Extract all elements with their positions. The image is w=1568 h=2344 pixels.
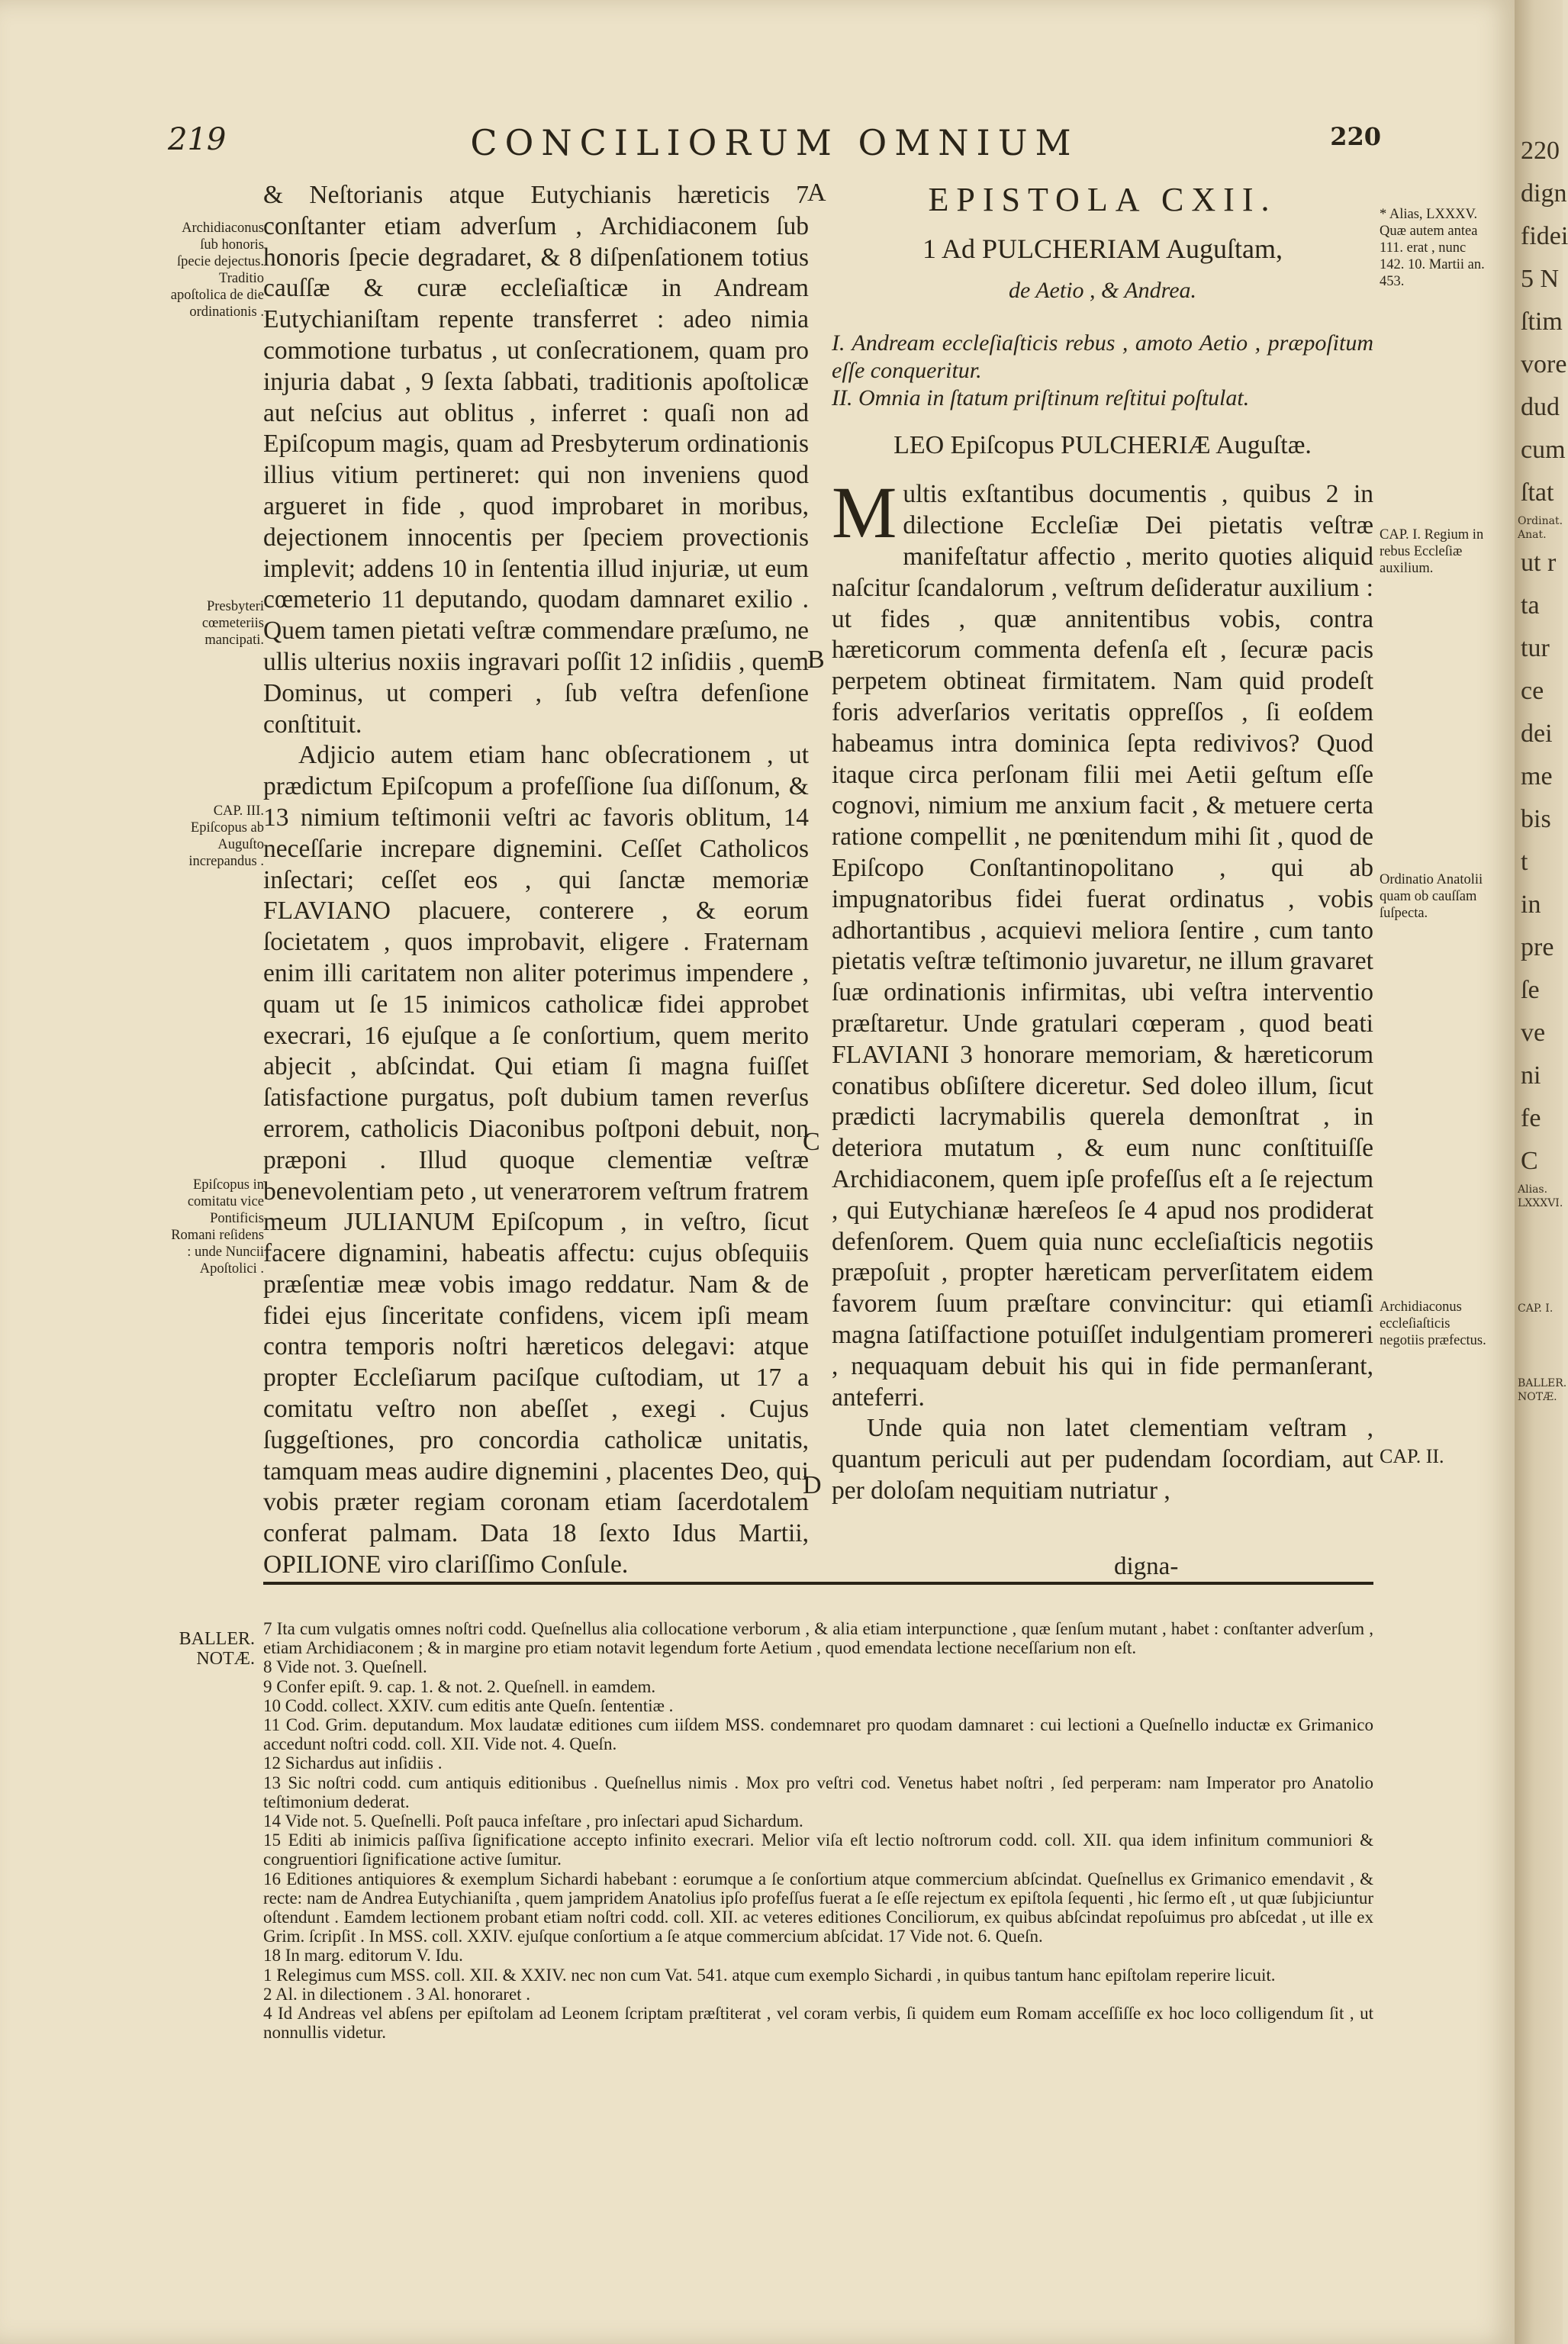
- footnote: 10 Codd. collect. XXIV. cum editis ante Queſn. ſententiæ .: [263, 1695, 674, 1715]
- summary-item-1: I. Andream eccleſiaſticis rebus , amoto Aetio , præpoſitum eſſe conqueritur.: [832, 330, 1373, 383]
- epistle-address: 1 Ad PULCHERIAM Auguſtam,: [922, 233, 1283, 264]
- footnotes: [263, 1619, 1373, 2042]
- spine-line: dign: [1521, 179, 1567, 208]
- spine-line: pre: [1521, 933, 1554, 961]
- spine-note: Ordinat. Anat.: [1518, 515, 1563, 541]
- footnote: 7 Ita cum vulgatis omnes noſtri codd. Queſnellus alia collocatione verborum , & alia etiam interpunctione , quæ ſenſum mutant , habet : conſtanter adverſum , etiam Archidiaconem ; & in margine pro etiam notavit legendum forte Aetium , quod emendata lectione neceſſarium non eſt.: [263, 1619, 1373, 1658]
- spine-line: t: [1521, 848, 1528, 876]
- spine-line: cum: [1521, 436, 1566, 464]
- spine-line: dei: [1521, 720, 1553, 748]
- spine-line: ni: [1521, 1061, 1541, 1090]
- spine-line: ta: [1521, 591, 1540, 620]
- spine-note: CAP. I.: [1518, 1302, 1554, 1315]
- right-paragraph-1-text: ultis exſtantibus documentis , quibus 2 in dilectione Eccleſiæ Dei pietatis veſtræ manifeſtatur affectio , merito quoties aliquid naſcitur ſcandalorum , veſtrum deſideratur auxilium : ut fides , quæ annitentibus vobis, contra hæreticorum commenta defenſa eſt , ſecuræ pacis perpetem obtineat firmitatem. Nam quid prodeſt foris adverſarios veritatis oppreſſos , ſi eoſdem habeamus intra dominica ſepta redivivos? Quod itaque circa perſonam filii mei Aetii geſtum eſſe cognovi, nimium me anxium facit , & metuere certa ratione compellit , ne pœnitendum mihi ſit , quod de Epiſcopo Conſtantinopolitano , qui ab impugnatoribus fidei fuerat ordinatus , vobis adhortantibus , acquievi meliora ſentire , cum tanto pietatis veſtræ teſtimonio juvaretur, ne illum gravaret ſuæ ordinationis infirmitas, ubi veſtra interventio præſtaretur. Unde gratulari cœperam , quod beati FLAVIANI 3 honorare memoriam, & hæreticorum conatibus obſiſtere diceretur. Sed doleo illum, ſicut prædicti lacrymabilis querela demonſtrat , in deteriora mutatum , & eum nunc conſtituiſſe Archidiaconem, quem ipſe profeſſus eſt a ſe rejectum , qui Eutychianæ hæreſeos ſe 4 apud nos prodiderat defenſorem. Quem quia nunc eccleſiaſticis negotiis præpoſuit , propter hæreticam perverſitatem eidem favorem ſuum præſtare convincitur: qui etiamſi magna ſatiſfactione potuiſſet indulgentiam promereri , nequaquam debuit his qui in fide permanſerant, anteferri.: [832, 480, 1373, 1412]
- left-paragraph-1: & Neſtorianis atque Eutychianis hæreticis 7 conſtanter etiam adverſum , Archidiaconem ſub honoris ſpecie degradaret, & 8 diſpenſationem totius cauſſæ & curæ eccleſiaſticæ in Andream Eutychianiſtam repente transferret : adeo nimia commotione turbatus , ut conſecrationem, quam pro injuria dabat , 9 ſexta ſabbati, traditionis apoſtolicæ aut neſcius aut oblitus , inferret : quaſi non ad Epiſcopum magis, quam ad Presbyterum ordinationis illius vitium pertineret: qui non inveniens quod argueret in fide , quod improbaret in moribus, dejectionem innocentis per ſpeciem provectionis implevit; addens 10 in ſententia illud injuriæ, ut eum cœmeterio 11 deputando, quodam damnaret exilio . Quem tamen pietati veſtræ commendare præſumo, ne ullis ulterius noxiis ingravari poſſit 12 inſidiis , quem Dominus, ut comperi , ſub veſtra defenſione conſtituit.: [263, 181, 809, 739]
- epistle-greeting: LEO Epiſcopus PULCHERIÆ Auguſtæ.: [893, 430, 1312, 459]
- footnote: 18 In marg. editorum V. Idu.: [263, 1946, 463, 1966]
- spine-line: ce: [1521, 677, 1544, 705]
- footnote: 14 Vide not. 5. Queſnelli. Poſt pauca infeſtare , pro inſectari apud Sichardum.: [263, 1811, 803, 1831]
- spine-line: 220: [1521, 137, 1560, 165]
- summary-item-2: II. Omnia in ſtatum priſtinum reſtitui poſtulat.: [832, 385, 1250, 411]
- left-margin-note-2: Presbyteri cœmeteriis mancipati.: [201, 599, 264, 648]
- right-margin-note-2: CAP. I. Regium in rebus Eccleſiæ auxilium.: [1380, 527, 1484, 576]
- left-margin-note-4: Epiſcopus in comitatu vice Pontificis Romani reſidens : unde Nuncii Apoſtolici .: [171, 1177, 264, 1277]
- spine-line: me: [1521, 762, 1553, 790]
- right-margin-note-1: * Alias, LXXXV. Quæ autem antea 111. erat , nunc 142. 10. Martii an. 453.: [1380, 207, 1485, 289]
- spine-line: ſtat: [1521, 478, 1554, 507]
- section-letter-a: A: [807, 179, 826, 207]
- footnote: 2 Al. in dilectionem . 3 Al. honoraret .: [263, 1984, 531, 2004]
- footnote: 13 Sic noſtri codd. cum antiquis editionibus . Queſnellus nimis . Mox pro veſtri cod. Venetus habet noſtri , ſed perperam: nam Imperator pro Anatolio teſtimonium dederat.: [263, 1772, 1373, 1811]
- footnote: 11 Cod. Grim. deputandum. Mox laudatæ editiones cum iiſdem MSS. condemnaret pro quodam damnaret : cui lectioni a Queſnello inductæ ex Grimanico accedunt noſtri codd. coll. XII. Vide not. 4. Queſn.: [263, 1715, 1373, 1754]
- right-paragraph-2: Unde quia non latet clementiam veſtram , quantum periculi aut per pudendam ſocordiam, aut per doloſam nequitiam nutriatur ,: [832, 1414, 1373, 1505]
- spine-line: in: [1521, 890, 1541, 919]
- epistle-subtitle: de Aetio , & Andrea.: [1008, 277, 1197, 303]
- spine-line: tur: [1521, 634, 1550, 662]
- footnote: 15 Editi ab inimicis paſſiva ſignificatione accepto infinito execrari. Melior viſa eſt lectio noſtrorum codd. coll. XII. qua idem infinitum communiori & congruentiori ſignificatione active ſumitur.: [263, 1830, 1373, 1869]
- right-margin-note-3: Ordinatio Anatolii quam ob cauſſam ſuſpecta.: [1380, 872, 1483, 921]
- right-text-column: [832, 180, 1373, 1507]
- spine-line: fe: [1521, 1104, 1541, 1132]
- notes-label: BALLER. NOTÆ.: [179, 1629, 255, 1669]
- spine-note: BALLER. NOTÆ.: [1518, 1377, 1567, 1403]
- section-letter-b: B: [807, 646, 825, 674]
- section-letter-d: D: [803, 1471, 822, 1499]
- spine-line: ſe: [1521, 976, 1540, 1004]
- spine-line: C: [1521, 1147, 1538, 1175]
- page-header: [168, 122, 1381, 168]
- footnote-divider: [263, 1582, 1373, 1585]
- catchword: digna-: [1114, 1553, 1179, 1580]
- footnote: 16 Editiones antiquiores & exemplum Sichardi habebant : eorumque a ſe conſortium atque commercium abſcindat. Queſnellus ex Grimanico emendavit , & recte: nam de Andrea Eutychianiſta , quem jampridem Anatolius ipſo profeſſus fuerat a ſe eſſe rejectum ex epiſtola ſequenti , hic ſermo eſt , ut quæ ſubjiciuntur oſtendunt . Eamdem lectionem probant etiam noſtri codd. coll. XII. ac veteres editiones Conciliorum, ex quibus abſcindat repoſuimus pro abſcedat , ut ille ex Grim. ſcripſit . In MSS. coll. XXIV. ejuſque conſortium a ſe atque commercium abſcidat. 17 Vide not. 6. Queſn.: [263, 1869, 1373, 1946]
- right-paragraph-1: [832, 472, 1373, 1413]
- running-title: CONCILIORUM OMNIUM: [470, 122, 1079, 163]
- page-number-left: 219: [168, 122, 227, 157]
- footnote: 9 Confer epiſt. 9. cap. 1. & not. 2. Queſnell. in eamdem.: [263, 1676, 656, 1696]
- spine-line: fidei: [1521, 222, 1568, 250]
- spine-line: ve: [1521, 1019, 1546, 1047]
- left-text-column: [263, 180, 809, 1581]
- drop-cap: M: [832, 472, 897, 554]
- footnote: 4 Id Andreas vel abſens per epiſtolam ad Leonem ſcriptam præſtiterat , vel coram verbis, ſi quidem eum Romam acceſſiſſe ex hoc loco colligendum ſit , ut nonnullis videtur.: [263, 2004, 1373, 2043]
- spine-line: dud: [1521, 393, 1560, 421]
- epistle-summary: [832, 330, 1373, 412]
- left-paragraph-2: Adjicio autem etiam hanc obſecrationem , ut prædictum Epiſcopum a profeſſione ſua diſſonum, & 13 nimium teſtimonii veſtri ac favoris oblitum, 14 neceſſarie increpare dignemini. Ceſſet Catholicos inſectari; ceſſet eos , qui ſanctæ memoriæ FLAVIANO placuere, conterere , & eorum ſocietatem , quos improbavit, eligere . Fraternam enim illi caritatem non aliter poterimus impendere , quam ut ſe 15 inimicos catholicæ fidei approbet execrari, 16 ejuſque a ſe conſortium, quem merito abjecit , abſcindat. Qui etiam ſi magna fuiſſet ſatisfactione purgatus, poſt dubium tamen reverſus errorem, catholicis Diaconibus poſtponi debuit, non præponi . Illud quoque clementiæ veſtræ benevolentiam peto , ut venerатorem veſtrum fratrem meum JULIANUM Epiſcopum , in veſtro, ſicut facere dignamini, habeatis affectu: cujus obſequiis præſentiæ meæ vobis imago reddatur. Nam & de fidei ejus ſinceritate confidens, vicem ipſi meam contra temporis noſtri hæreticos delegavi: atque propter Eccleſiarum paciſque cuſtodiam, ut 17 a comitatu veſtro non abeſſet , exegi . Cujus ſuggeſtiones, pro concordia catholicæ unitatis, tamquam meas audire dignemini , placentes Deo, qui vobis præter regiam coronam etiam ſacerdotalem conferat palmam. Data 18 ſexto Idus Martii, OPILIONE viro clariſſimo Conſule.: [263, 741, 809, 1579]
- spine-line: vore: [1521, 350, 1567, 378]
- spine-note: Alias. LXXXVI.: [1518, 1183, 1563, 1209]
- section-letter-c: C: [803, 1128, 820, 1156]
- footnote: 1 Relegimus cum MSS. coll. XII. & XXIV. nec non cum Vat. 541. atque cum exemplo Sichardi , in quibus tantum hanc epiſtolam reperire licuit.: [263, 1965, 1276, 1985]
- spine-line: 5 N: [1521, 265, 1560, 293]
- right-margin-note-4: Archidiaconus eccleſiaſticis negotiis præfectus.: [1380, 1299, 1486, 1348]
- footnote: 12 Sichardus aut inſidiis .: [263, 1753, 443, 1773]
- left-margin-note-3: CAP. III. Epiſcopus ab Auguſto increpandus .: [188, 803, 264, 869]
- epistle-title: EPISTOLA CXII.: [928, 181, 1277, 218]
- left-margin-note-1: Archidiaconus ſub honoris ſpecie dejectus. Traditio apoſtolica de die ordinationis .: [170, 221, 264, 320]
- footnote: 8 Vide not. 3. Queſnell.: [263, 1657, 427, 1677]
- page-number-right: 220: [1330, 122, 1381, 151]
- next-page-edge: [1515, 0, 1568, 2344]
- spine-line: ſtim: [1521, 307, 1563, 336]
- spine-line: ut r: [1521, 549, 1557, 577]
- right-margin-note-5: CAP. II.: [1380, 1445, 1444, 1467]
- spine-line: bis: [1521, 805, 1551, 833]
